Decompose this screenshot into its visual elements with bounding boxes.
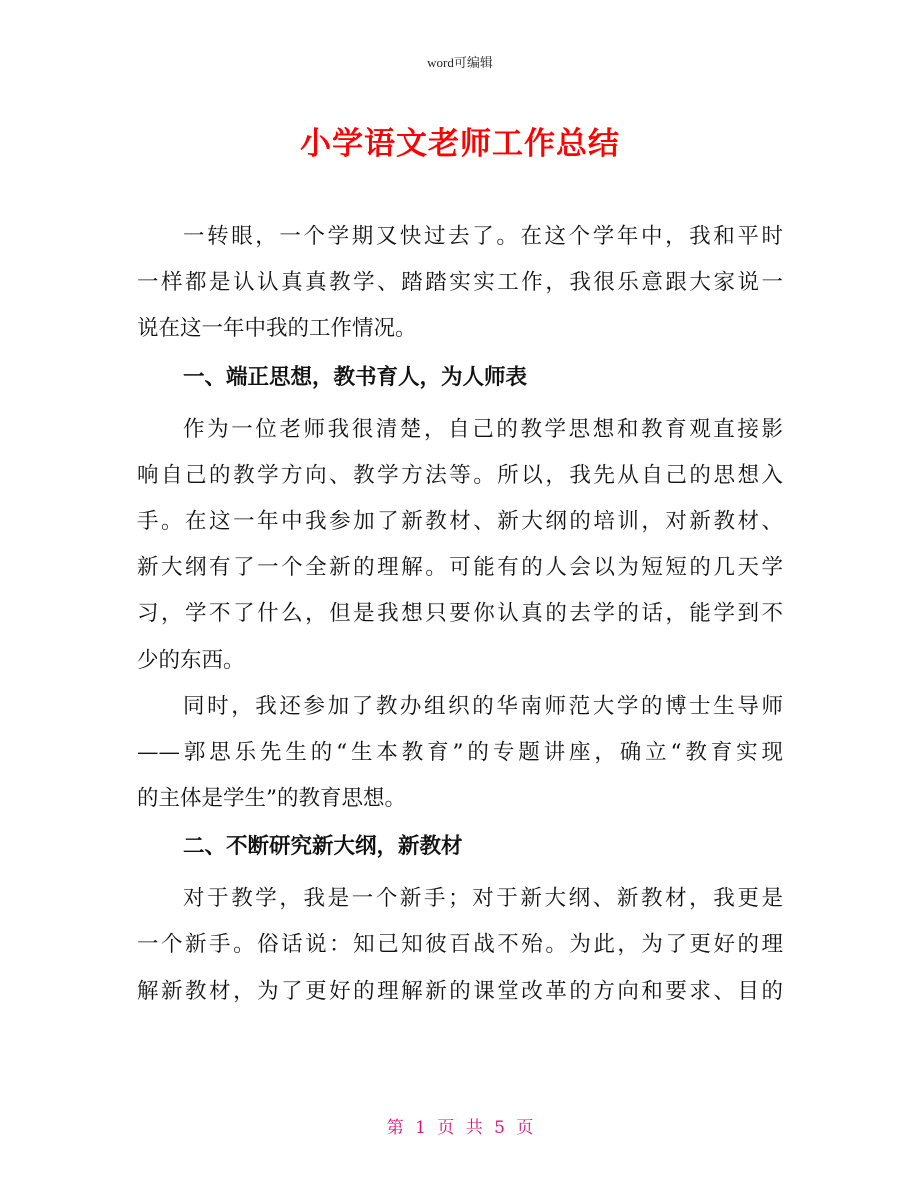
paragraph <box>137 214 783 353</box>
page-footer: 第 1 页 共 5 页 <box>386 1118 534 1138</box>
paragraph-line: ——郭思乐先生的“生本教育”的专题讲座，确立“教育实现 <box>137 739 783 765</box>
paragraph-line: 响自己的教学方向、教学方法等。所以，我先从自己的思想入 <box>137 462 783 488</box>
paragraph <box>137 876 783 1015</box>
paragraph-line: 作为一位老师我很清楚，自己的教学思想和教育观直接影 <box>183 416 783 442</box>
paragraph <box>137 407 783 684</box>
paragraph <box>137 684 783 823</box>
document-title: 小学语文老师工作总结 <box>300 126 620 162</box>
paragraph-line: 一转眼，一个学期又快过去了。在这个学年中，我和平时 <box>183 224 783 249</box>
paragraph-line: 新大纲有了一个全新的理解。可能有的人会以为短短的几天学 <box>137 555 783 581</box>
paragraph-line: 解新教材，为了更好的理解新的课堂改革的方向和要求、目的 <box>137 978 783 1004</box>
section-heading: 一、端正思想，教书育人，为人师表 <box>183 364 528 390</box>
paragraph-line: 说在这一年中我的工作情况。 <box>137 316 417 342</box>
section-heading: 二、不断研究新大纲，新教材 <box>183 834 463 860</box>
paragraph-line: 对于教学，我是一个新手；对于新大纲、新教材，我更是 <box>183 886 783 912</box>
paragraph-line: 一样都是认认真真教学、踏踏实实工作，我很乐意跟大家说一 <box>137 270 783 296</box>
document-body <box>137 214 783 1015</box>
page-header: word可编辑 <box>427 55 493 70</box>
paragraph-line: 同时，我还参加了教办组织的华南师范大学的博士生导师 <box>183 693 783 719</box>
paragraph-line: 的主体是学生”的教育思想。 <box>137 786 406 812</box>
paragraph-line: 手。在这一年中我参加了新教材、新大纲的培训，对新教材、 <box>137 508 783 534</box>
paragraph-line: 少的东西。 <box>137 647 245 673</box>
paragraph-line: 一个新手。俗话说：知己知彼百战不殆。为此，为了更好的理 <box>137 932 783 958</box>
paragraph-line: 习，学不了什么，但是我想只要你认真的去学的话，能学到不 <box>137 601 783 627</box>
